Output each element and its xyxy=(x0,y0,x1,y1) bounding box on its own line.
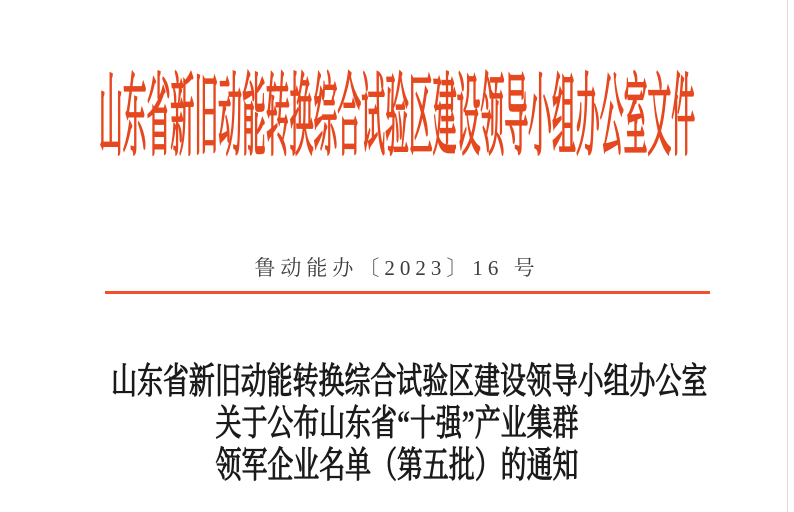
notice-title-line-2: 关于公布山东省“十强”产业集群 xyxy=(215,403,579,443)
notice-title-line-1: 山东省新旧动能转换综合试验区建设领导小组办公室 xyxy=(111,361,708,401)
document-number: 鲁动能办〔2023〕16 号 xyxy=(254,256,540,280)
notice-title xyxy=(111,360,708,486)
masthead xyxy=(0,68,794,168)
masthead-title: 山东省新旧动能转换综合试验区建设领导小组办公室文件 xyxy=(98,68,696,167)
notice-title-line-3: 领军企业名单（第五批）的通知 xyxy=(215,445,579,485)
red-divider-line xyxy=(105,291,710,294)
page-right-edge xyxy=(787,0,788,512)
